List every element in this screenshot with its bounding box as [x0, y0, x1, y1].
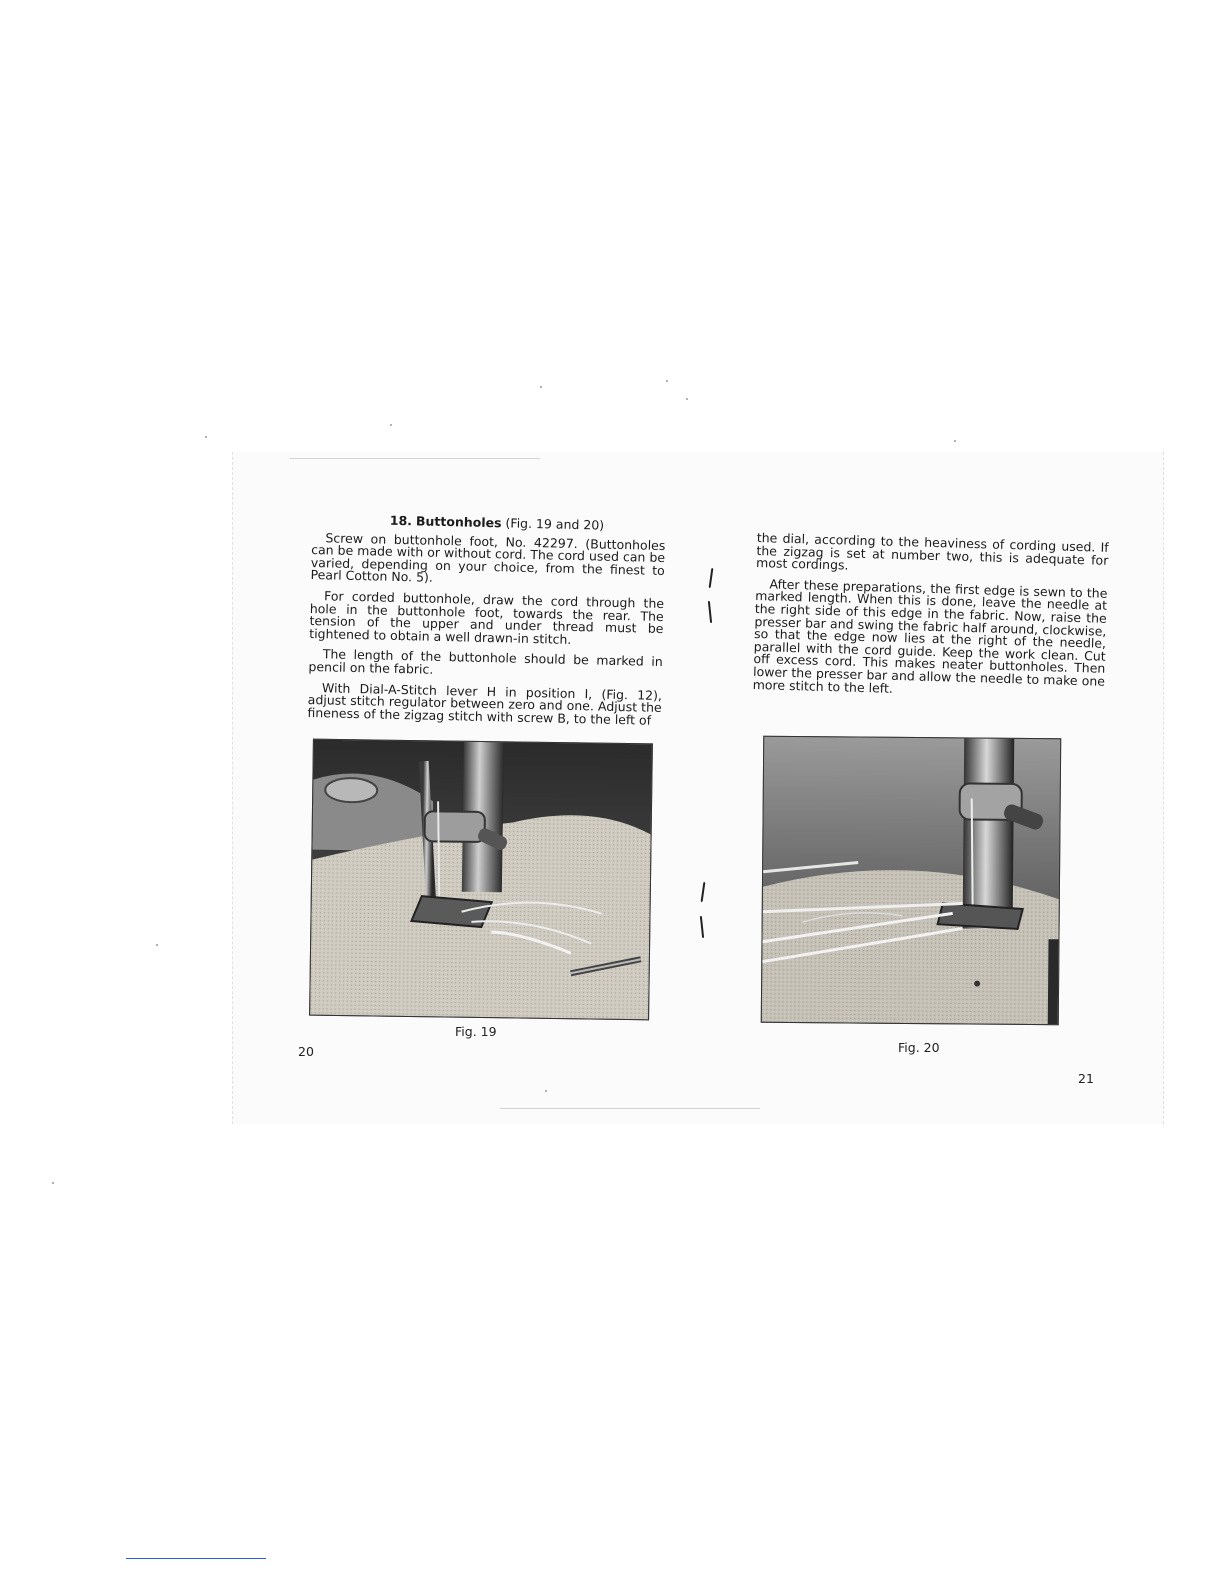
figure-19-caption: Fig. 19: [455, 1024, 497, 1039]
scan-speck: [540, 386, 542, 388]
figure-20-caption: Fig. 20: [898, 1040, 940, 1055]
sewing-machine-buttonhole-photo: [762, 737, 1060, 1025]
paragraph: After these preparations, the first edge is sewn to the marked length. When this is done, leave the needle at the right side of this edge in the fabric. Now, raise the presser bar and swing the fabric half around, clockwise, so that the edge now lies at the right of the needle, parallel with the cord guide. Keep the work clean. Cut off excess cord. This makes neater buttonholes. Then lower the presser bar and allow the needle to make one more stitch to the left.: [752, 576, 1108, 696]
scan-speck: [390, 424, 392, 426]
scan-artifact-line: [500, 1108, 760, 1109]
footer-link-underline: [126, 1558, 266, 1559]
scan-speck: [686, 398, 688, 400]
sewing-machine-buttonhole-photo: [310, 740, 652, 1020]
scan-speck: [545, 1090, 547, 1092]
paragraph: With Dial-A-Stitch lever H in position I, (Fig. 12), adjust stitch regulator between zero and one. Adjust the fineness of the zigzag stitch with screw B, to the left of: [307, 679, 663, 728]
section-number: 18.: [389, 512, 413, 529]
paragraph: the dial, according to the heaviness of cording used. If the zigzag is set at number two, this is adequate for most cordings.: [755, 530, 1109, 573]
right-page-text-column: [752, 532, 1109, 709]
scan-speck: [666, 380, 668, 382]
paragraph: Screw on buttonhole foot, No. 42297. (Buttonholes can be made with or without cord. The cord used can be varied, depending on your choice, from the finest to Pearl Cotton No. 5).: [310, 529, 666, 586]
left-page-text-column: [307, 513, 666, 735]
section-figure-reference: (Fig. 19 and 20): [505, 515, 605, 533]
page-number-right: 21: [1078, 1071, 1094, 1086]
paragraph: For corded buttonhole, draw the cord through the hole in the buttonhole foot, towards the rear. The tension of the upper and under thread must be tightened to obtain a well drawn-in stitch.: [309, 588, 665, 647]
paragraph: The length of the buttonhole should be marked in pencil on the fabric.: [308, 646, 663, 677]
scan-speck: [156, 944, 158, 946]
scan-speck: [954, 440, 956, 442]
scan-artifact-line: [290, 458, 540, 459]
section-title: Buttonholes: [415, 513, 502, 531]
scan-speck: [205, 436, 207, 438]
page-number-left: 20: [298, 1044, 314, 1059]
figure-20-photo: [761, 736, 1061, 1026]
scan-speck: [52, 1182, 54, 1184]
figure-19-photo: [309, 739, 653, 1021]
